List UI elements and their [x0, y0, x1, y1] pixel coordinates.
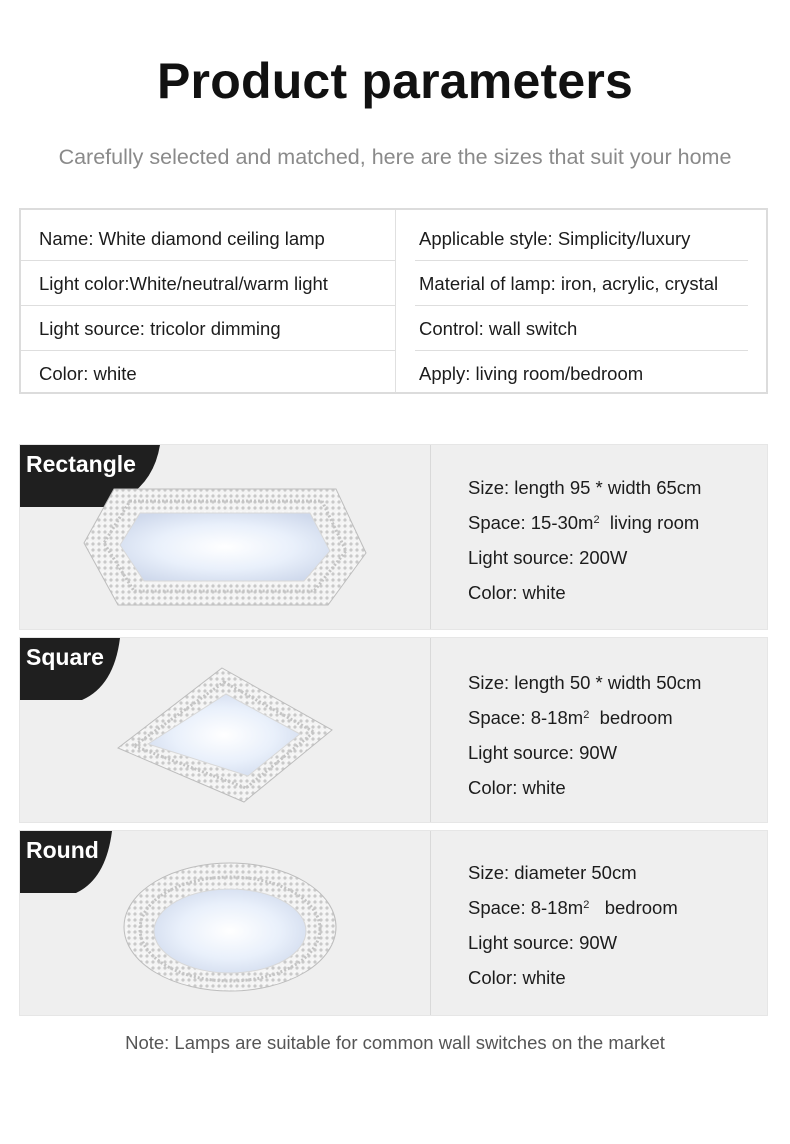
spec-space: Space: $8-18m^2$ bedroom	[468, 707, 673, 728]
product-card-rectangle	[19, 444, 768, 630]
parameters-row	[21, 351, 766, 396]
shape-tag	[20, 831, 112, 893]
parameter-light-source: Light source: tricolor dimming	[39, 318, 281, 339]
parameter-name: Name: White diamond ceiling lamp	[39, 228, 325, 249]
shape-tag-label: Square	[26, 644, 104, 670]
page-subtitle: Carefully selected and matched, here are the sizes that suit your home	[58, 145, 732, 169]
parameter-light-color: Light color:White/neutral/warm light	[39, 273, 328, 294]
spec-color: Color: white	[468, 582, 566, 603]
square-lamp-icon	[112, 664, 342, 813]
spec-list	[468, 855, 678, 995]
card-divider	[430, 445, 431, 629]
parameter-apply: Apply: living room/bedroom	[419, 363, 644, 384]
round-lamp-icon	[120, 857, 340, 1002]
spec-space: Space: $8-18m^2$ bedroom	[468, 897, 678, 918]
shape-tag	[20, 638, 120, 700]
product-card-round	[19, 830, 768, 1016]
spec-list	[468, 470, 701, 610]
spec-color: Color: white	[468, 777, 566, 798]
parameter-color: Color: white	[39, 363, 137, 384]
parameter-material: Material of lamp: iron, acrylic, crystal	[419, 273, 719, 294]
shape-tag-label: Round	[26, 837, 99, 863]
card-divider	[430, 831, 431, 1015]
parameters-row	[21, 261, 766, 306]
footer-note: Note: Lamps are suitable for common wall switches on the market	[125, 1032, 665, 1053]
parameter-control: Control: wall switch	[419, 318, 578, 339]
product-card-square	[19, 637, 768, 823]
shape-tag-label: Rectangle	[26, 451, 136, 477]
spec-light-source: Light source: 90W	[468, 742, 618, 763]
parameters-row	[21, 306, 766, 351]
page-title: Product parameters	[157, 53, 633, 109]
spec-size: Size: length 95 * width 65cm	[468, 477, 702, 498]
spec-light-source: Light source: 90W	[468, 932, 618, 953]
spec-space: Space: $15-30m^2$ living room	[468, 512, 700, 533]
spec-list	[468, 665, 701, 805]
card-divider	[430, 638, 431, 822]
spec-color: Color: white	[468, 967, 566, 988]
parameter-style: Applicable style: Simplicity/luxury	[419, 228, 691, 249]
spec-size: Size: diameter 50cm	[468, 862, 637, 883]
rectangle-lamp-icon	[78, 481, 378, 618]
parameters-row	[21, 216, 766, 261]
parameters-table	[19, 208, 768, 394]
spec-light-source: Light source: 200W	[468, 547, 628, 568]
spec-size: Size: length 50 * width 50cm	[468, 672, 702, 693]
